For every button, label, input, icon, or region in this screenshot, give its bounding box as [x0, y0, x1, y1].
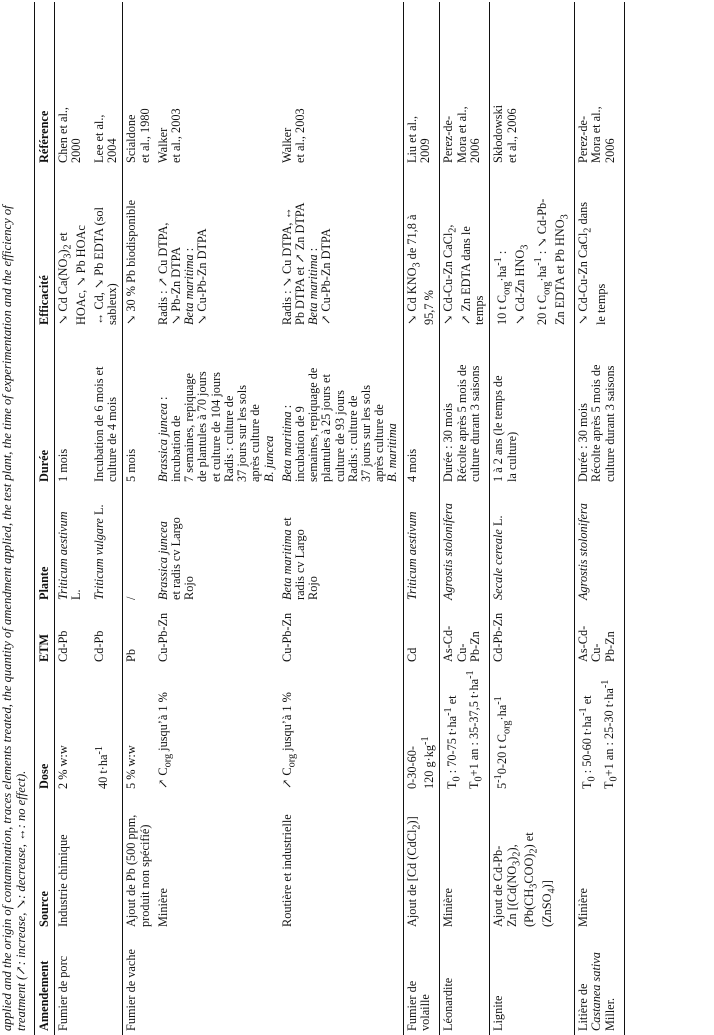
- cell-line: ↘ Pb-Zn DTPA: [169, 246, 184, 325]
- cell-plante: [440, 486, 490, 604]
- cell-line: Rojo: [306, 576, 321, 600]
- cell-line: Castanea sativa: [589, 952, 604, 1031]
- cell-reference: [403, 2, 440, 167]
- cell-line: ↗ $C_{org}$ jusqu’à 1 %: [279, 692, 298, 789]
- cell-source: [123, 793, 155, 931]
- cell-line: Beta maritima et: [279, 517, 294, 600]
- cell-source: [155, 793, 279, 931]
- cell-plante: [155, 486, 279, 604]
- cell-line: Walker: [155, 127, 170, 163]
- cell-amendement: [91, 931, 123, 1035]
- cell-line: culture durant 3 saisons: [467, 365, 482, 482]
- cell-plante: [575, 486, 625, 604]
- cell-line: 7 semaines, repiquage: [182, 373, 197, 482]
- cell-etm: [403, 604, 440, 666]
- cell-line: 95,7 %: [422, 290, 437, 325]
- cell-source: [403, 793, 440, 931]
- cell-line: Radis : culture de: [345, 395, 360, 482]
- cell-line: volaille: [417, 994, 432, 1031]
- cell-line: 40 $t\cdot ha^{-1}$: [94, 745, 111, 789]
- cell-line: incubation de: [169, 415, 184, 482]
- cell-efficacite: [575, 167, 625, 329]
- cell-line: Beta maritima :: [306, 247, 321, 325]
- cell-line: 1 à 2 ans (le temps de: [491, 375, 506, 482]
- cell-line: 2000: [69, 138, 84, 163]
- cell-efficacite: [440, 167, 490, 329]
- table-caption: [0, 6, 28, 1031]
- cell-line: Fumier de porc: [56, 955, 71, 1031]
- table-row: [575, 2, 625, 1035]
- cell-line: Cu-Pb-Zn: [155, 612, 170, 662]
- cell-line: Liu et al.,: [404, 115, 419, 163]
- cell-line: culture de 4 mois: [105, 396, 120, 482]
- cell-etm: [155, 604, 279, 666]
- cell-plante: [279, 486, 403, 604]
- cell-line: sableux): [105, 283, 120, 325]
- cell-line: Récolte après 5 mois de: [589, 364, 604, 482]
- cell-dose: [155, 666, 279, 793]
- cell-line: Zn EDTA et Pb $HNO_3$: [552, 214, 571, 325]
- cell-line: Triticum aestivum: [404, 511, 419, 600]
- cell-line: $T_0+1$ an : 35-37,5 $t\cdot ha^{-1}$: [465, 670, 485, 789]
- header-source: Source: [35, 793, 55, 931]
- cell-amendement: [403, 931, 440, 1035]
- cell-line: Miller.: [602, 997, 617, 1031]
- header-dose: Dose: [35, 666, 55, 793]
- cell-line: Minière: [441, 888, 456, 927]
- cell-dose: [123, 666, 155, 793]
- cell-efficacite: [91, 167, 123, 329]
- cell-plante: [490, 486, 575, 604]
- cell-line: Rojo: [182, 576, 197, 600]
- cell-line: Triticum aestivum: [56, 511, 71, 600]
- cell-line: Chen et al.,: [56, 106, 71, 163]
- cell-plante: [91, 486, 123, 604]
- cell-line: Beta maritima :: [182, 247, 197, 325]
- cell-line: 5 mois: [124, 448, 139, 482]
- cell-line: Perez-de-: [441, 115, 456, 163]
- cell-line: B. juncea: [261, 435, 276, 482]
- cell-line: Walker: [279, 127, 294, 163]
- cell-line: Ajout de Pb (500 ppm,: [124, 814, 139, 927]
- cell-line: $T_0$ : 70-75 $t\cdot ha^{-1}$ et: [443, 695, 463, 789]
- cell-line: produit non spécifié): [137, 824, 152, 927]
- cell-line: 2 % w:w: [56, 745, 71, 789]
- cell-line: Cd-Pb-Zn: [491, 612, 506, 662]
- cell-line: HOAc, ↘ Pb HOAc: [73, 225, 88, 325]
- header-etm: ETM: [35, 604, 55, 666]
- cell-line: Pb DTPA et ↗ Zn DTPA: [292, 202, 307, 325]
- cell-line: Pb-Zn: [602, 631, 617, 662]
- cell-line: Cd-Pb: [92, 630, 107, 662]
- cell-line: ↗ $C_{org}$ jusqu’à 1 %: [155, 692, 174, 789]
- cell-line: Durée : 30 mois: [441, 403, 456, 482]
- cell-line: 4 mois: [404, 448, 419, 482]
- cell-line: Cu-Pb-Zn: [279, 612, 294, 662]
- cell-amendement: [155, 931, 279, 1035]
- cell-line: Ajout de [Cd (CdCl$_2$)]: [404, 816, 422, 927]
- cell-line: Radis : ↗ Cu DTPA,: [155, 222, 170, 325]
- cell-etm: [490, 604, 575, 666]
- cell-reference: [279, 2, 403, 167]
- cell-duree: [440, 329, 490, 486]
- caption-line-2: treatment (↗: increase, ↘: decrease, ↔: no effect).: [14, 770, 28, 1031]
- cell-line: et al., 2006: [504, 108, 519, 163]
- cell-line: 2004: [105, 138, 120, 163]
- cell-etm: [440, 604, 490, 666]
- cell-line: plantules à 25 jours et: [319, 374, 334, 482]
- cell-amendement: [490, 931, 575, 1035]
- table-row: [490, 2, 575, 1035]
- table-row: [155, 2, 279, 1035]
- cell-line: As-Cd-Cu-: [441, 625, 469, 662]
- cell-line: Industrie chimique: [56, 834, 71, 927]
- cell-line: Secale cereale L.: [491, 515, 506, 600]
- cell-line: Lignite: [491, 995, 506, 1031]
- cell-line: Brassica juncea :: [155, 396, 170, 482]
- cell-line: $T_0$ : 50-60 $t\cdot ha^{-1}$ et: [578, 695, 598, 789]
- cell-duree: [91, 329, 123, 486]
- cell-line: incubation de 9: [292, 406, 307, 482]
- table-row: [55, 2, 91, 1035]
- cell-amendement: [440, 931, 490, 1035]
- cell-line: $T_0+1$ an : 25-30 $t\cdot ha^{-1}$: [600, 679, 620, 789]
- cell-amendement: [575, 931, 625, 1035]
- header-efficacite: Efficacité: [35, 167, 55, 329]
- cell-duree: [123, 329, 155, 486]
- cell-line: et radis cv Largo: [169, 517, 184, 600]
- cell-line: Litière de: [576, 983, 591, 1031]
- cell-line: 2006: [602, 138, 617, 163]
- header-duree: Durée: [35, 329, 55, 486]
- cell-line: Routière et industrielle: [279, 814, 294, 927]
- cell-line: ↘ Cd $Ca(NO_3)_2$ et: [56, 232, 74, 325]
- cell-line: $(Pb(CH_3COO)_2)$ et: [522, 832, 540, 927]
- cell-line: Radis : ↘ Cu DTPA, ↔: [279, 207, 294, 325]
- cell-line: ↗ Cu-Pb-Zn DTPA: [319, 228, 334, 325]
- header-reference: Référence: [35, 2, 55, 167]
- cell-line: Cd: [404, 647, 419, 662]
- cell-line: ↘ Cu-Pb-Zn DTPA: [195, 228, 210, 325]
- cell-source: [490, 793, 575, 931]
- cell-reference: [123, 2, 155, 167]
- cell-etm: [575, 604, 625, 666]
- amendment-table: [34, 2, 625, 1035]
- cell-line: après culture de: [248, 404, 263, 482]
- table-row: [279, 2, 403, 1035]
- cell-line: radis cv Largo: [292, 529, 307, 600]
- cell-line: semaines, repiquage de: [306, 367, 321, 482]
- cell-reference: [91, 2, 123, 167]
- cell-line: culture de 93 jours: [332, 390, 347, 482]
- cell-amendement: [279, 931, 403, 1035]
- cell-line: 37 jours sur les sols: [358, 384, 373, 482]
- caption-line-1: applied and the origin of contamination, traces elements treated, the quantity of amendment applied, the test plant, the time of experimentation and the efficiency of: [0, 205, 14, 1031]
- cell-line: Lee et al.,: [92, 114, 107, 163]
- cell-line: Cd-Pb: [56, 630, 71, 662]
- cell-source: [440, 793, 490, 931]
- cell-etm: [91, 604, 123, 666]
- cell-line: 2006: [467, 138, 482, 163]
- cell-line: culture durant 3 saisons: [602, 365, 617, 482]
- cell-line: 20 t $C_{org}\cdot ha^{-1}$ : ↘ Cd-Pb-: [532, 198, 553, 325]
- cell-source: [55, 793, 91, 931]
- cell-line: As-Cd-Cu-: [576, 625, 604, 662]
- cell-line: ↘ Cd-Cu-Zn CaCl$_2$,: [441, 224, 459, 325]
- cell-line: (ZnSO$_4$)]: [539, 880, 558, 927]
- cell-efficacite: [279, 167, 403, 329]
- cell-line: Agrostis stolonifera: [441, 503, 456, 600]
- cell-dose: [91, 666, 123, 793]
- cell-plante: [55, 486, 91, 604]
- cell-etm: [55, 604, 91, 666]
- header-amendement: Amendement: [35, 931, 55, 1035]
- cell-line: Radis : culture de: [221, 395, 236, 482]
- header-plante: Plante: [35, 486, 55, 604]
- cell-etm: [279, 604, 403, 666]
- cell-line: Skłodowski: [491, 104, 506, 163]
- cell-line: Minière: [155, 888, 170, 927]
- cell-efficacite: [403, 167, 440, 329]
- cell-line: 2009: [417, 138, 432, 163]
- cell-source: [575, 793, 625, 931]
- cell-line: ↘ Cd-Cu-Zn CaCl$_2$ dans: [576, 201, 594, 325]
- cell-reference: [55, 2, 91, 167]
- cell-dose: [575, 666, 625, 793]
- cell-line: et al., 2003: [292, 108, 307, 163]
- cell-etm: [123, 604, 155, 666]
- cell-duree: [403, 329, 440, 486]
- cell-line: et al., 1980: [137, 108, 152, 163]
- cell-duree: [490, 329, 575, 486]
- cell-plante: [403, 486, 440, 604]
- cell-line: ↔ Cd, ↘ Pb EDTA (sol: [92, 207, 107, 325]
- cell-line: Pb-Zn: [467, 631, 482, 662]
- cell-dose: [440, 666, 490, 793]
- cell-line: Fumier de vache: [124, 949, 139, 1031]
- cell-line: Durée : 30 mois: [576, 403, 591, 482]
- cell-duree: [155, 329, 279, 486]
- cell-line: de plantules à 70 jours: [195, 371, 210, 482]
- cell-dose: [403, 666, 440, 793]
- cell-line: Triticum vulgare L.: [92, 504, 107, 600]
- cell-line: Beta maritima :: [279, 404, 294, 482]
- cell-source: [91, 793, 123, 931]
- cell-duree: [575, 329, 625, 486]
- cell-dose: [55, 666, 91, 793]
- cell-plante: [123, 486, 155, 604]
- cell-source: [279, 793, 403, 931]
- cell-line: après culture de: [372, 404, 387, 482]
- cell-line: et culture de 104 jours: [208, 372, 223, 482]
- cell-reference: [490, 2, 575, 167]
- cell-line: ↗ Zn EDTA dans le: [459, 226, 474, 325]
- cell-line: $5^{-1}0-20$ t $C_{org}\cdot ha^{-1}$: [493, 696, 513, 789]
- cell-line: L.: [69, 589, 84, 600]
- cell-line: ↘ 30 % Pb biodisponible: [124, 199, 139, 325]
- cell-efficacite: [155, 167, 279, 329]
- cell-line: Léonardite: [441, 977, 456, 1031]
- cell-duree: [279, 329, 403, 486]
- cell-line: 5 % w:w: [124, 745, 139, 789]
- cell-line: 0-30-60-: [404, 745, 419, 789]
- cell-line: B. maritima: [385, 423, 400, 482]
- cell-line: Agrostis stolonifera: [576, 503, 591, 600]
- cell-dose: [279, 666, 403, 793]
- cell-line: Scialdone: [124, 114, 139, 163]
- cell-reference: [575, 2, 625, 167]
- cell-line: Récolte après 5 mois de: [454, 364, 469, 482]
- cell-line: 37 jours sur les sols: [235, 384, 250, 482]
- table-row: [440, 2, 490, 1035]
- cell-efficacite: [55, 167, 91, 329]
- table-row: [91, 2, 123, 1035]
- cell-line: Incubation de 6 mois et: [92, 366, 107, 482]
- cell-dose: [490, 666, 575, 793]
- cell-line: Mora et al.,: [454, 106, 469, 163]
- cell-line: Fumier de: [404, 980, 419, 1031]
- cell-reference: [440, 2, 490, 167]
- cell-duree: [55, 329, 91, 486]
- cell-line: le temps: [593, 283, 608, 325]
- cell-line: la culture): [504, 431, 519, 482]
- cell-line: Brassica juncea: [155, 521, 170, 600]
- cell-line: et al., 2003: [169, 108, 184, 163]
- cell-amendement: [123, 931, 155, 1035]
- cell-line: ↘ Cd $KNO_3$ de 71,8 à: [404, 214, 422, 325]
- cell-line: Perez-de-: [576, 115, 591, 163]
- cell-line: 1 mois: [56, 448, 71, 482]
- cell-line: 10 t $C_{org}\cdot ha^{-1}$ :: [493, 250, 513, 325]
- cell-line: 120 $g\cdot kg^{-1}$: [419, 736, 436, 789]
- cell-line: Zn [$(Cd(NO_3)_2)$,: [504, 844, 523, 927]
- cell-efficacite: [123, 167, 155, 329]
- table-row: [123, 2, 155, 1035]
- cell-line: Minière: [576, 888, 591, 927]
- cell-line: Mora et al.,: [589, 106, 604, 163]
- cell-amendement: [55, 931, 91, 1035]
- cell-line: ↘ Cd-Zn $HNO_3$: [513, 244, 531, 325]
- table-row: [403, 2, 440, 1035]
- cell-reference: [155, 2, 279, 167]
- cell-line: Ajout de Cd-Pb-: [491, 845, 506, 927]
- cell-efficacite: [490, 167, 575, 329]
- cell-line: temps: [472, 295, 487, 325]
- cell-line: Pb: [124, 649, 139, 662]
- cell-line: /: [124, 596, 139, 600]
- header-row: [35, 2, 55, 1035]
